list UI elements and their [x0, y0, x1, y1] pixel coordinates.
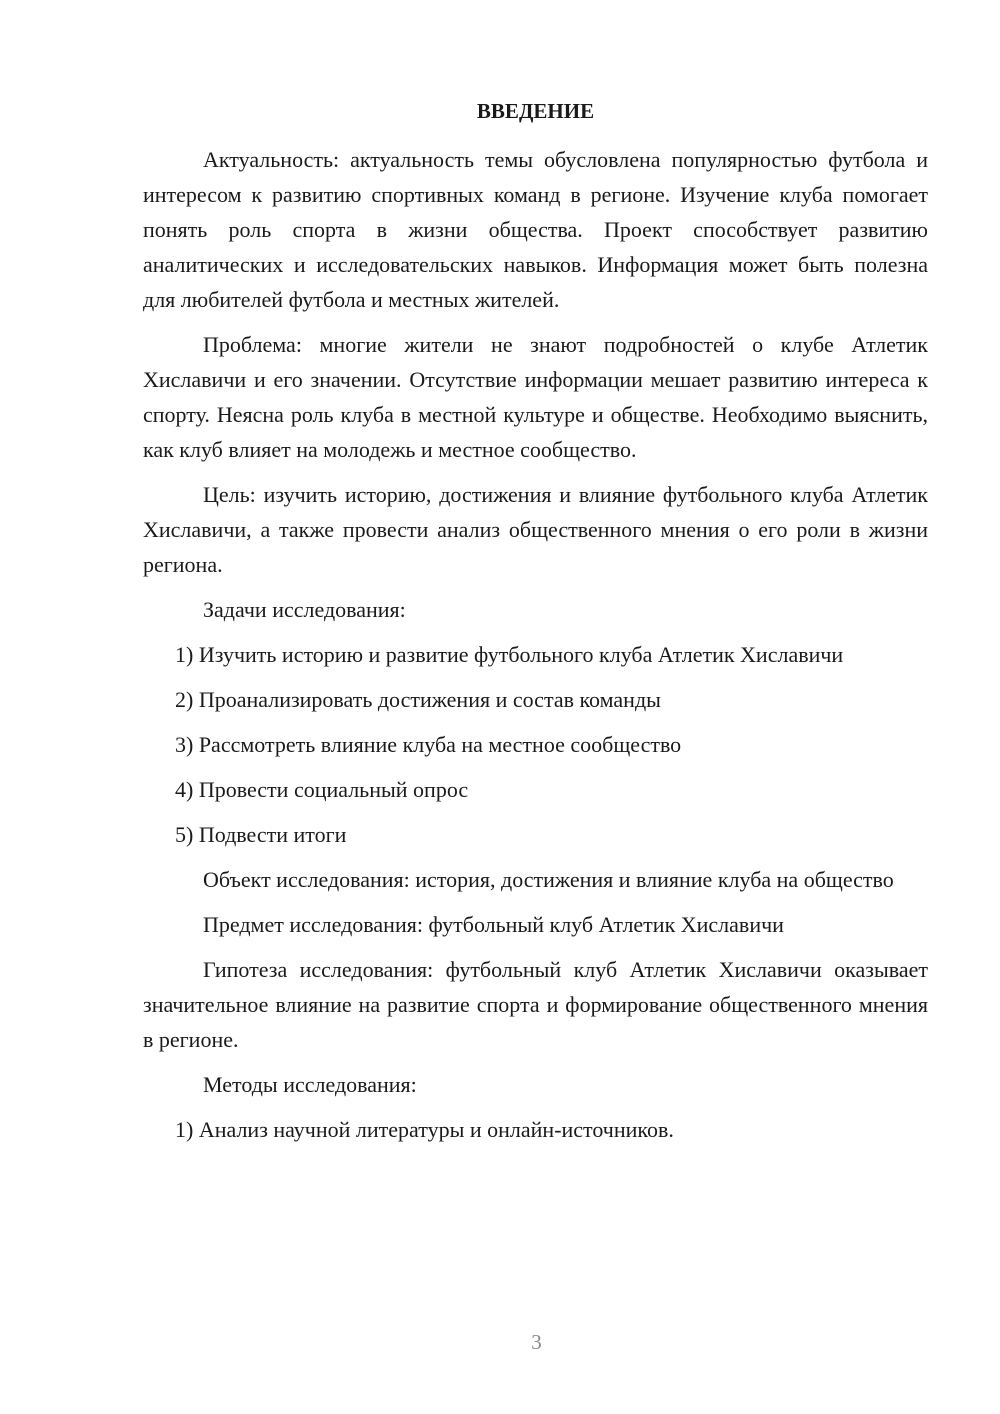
task-item: 2) Проанализировать достижения и состав команды	[175, 687, 661, 712]
task-item: 4) Провести социальный опрос	[175, 777, 469, 802]
task-item: 1) Изучить историю и развитие футбольного клуба Атлетик Хиславичи	[175, 642, 844, 667]
page-content	[143, 94, 928, 1157]
goal-paragraph: Цель: изучить историю, достижения и влияние футбольного клуба Атлетик Хиславичи, а также провести анализ общественного мнения о его роли в жизни региона.	[143, 482, 928, 577]
problem-paragraph: Проблема: многие жители не знают подробностей о клубе Атлетик Хиславичи и его значении. Отсутствие информации мешает развитию интереса к спорту. Неясна роль клуба в местной культуре и обществе. Необходимо выяснить, как клуб влияет на молодежь и местное сообщество.	[143, 332, 928, 462]
tasks-heading: Задачи исследования:	[203, 597, 406, 622]
object-paragraph: Объект исследования: история, достижения и влияние клуба на общество	[203, 867, 894, 892]
subject-paragraph: Предмет исследования: футбольный клуб Атлетик Хиславичи	[203, 912, 784, 937]
methods-heading: Методы исследования:	[203, 1072, 417, 1097]
relevance-paragraph: Актуальность: актуальность темы обусловлена популярностью футбола и интересом к развитию спортивных команд в регионе. Изучение клуба помогает понять роль спорта в жизни общества. Проект способствует развитию аналитических и исследовательских навыков. Информация может быть полезна для любителей футбола и местных жителей.	[143, 147, 928, 312]
task-item: 3) Рассмотреть влияние клуба на местное сообщество	[175, 732, 682, 757]
section-title: ВВЕДЕНИЕ	[476, 99, 595, 123]
method-item: 1) Анализ научной литературы и онлайн-источников.	[175, 1117, 674, 1142]
page-number: 3	[531, 1330, 542, 1354]
hypothesis-paragraph: Гипотеза исследования: футбольный клуб Атлетик Хиславичи оказывает значительное влияние на развитие спорта и формирование общественного мнения в регионе.	[143, 957, 928, 1052]
task-item: 5) Подвести итоги	[175, 822, 347, 847]
